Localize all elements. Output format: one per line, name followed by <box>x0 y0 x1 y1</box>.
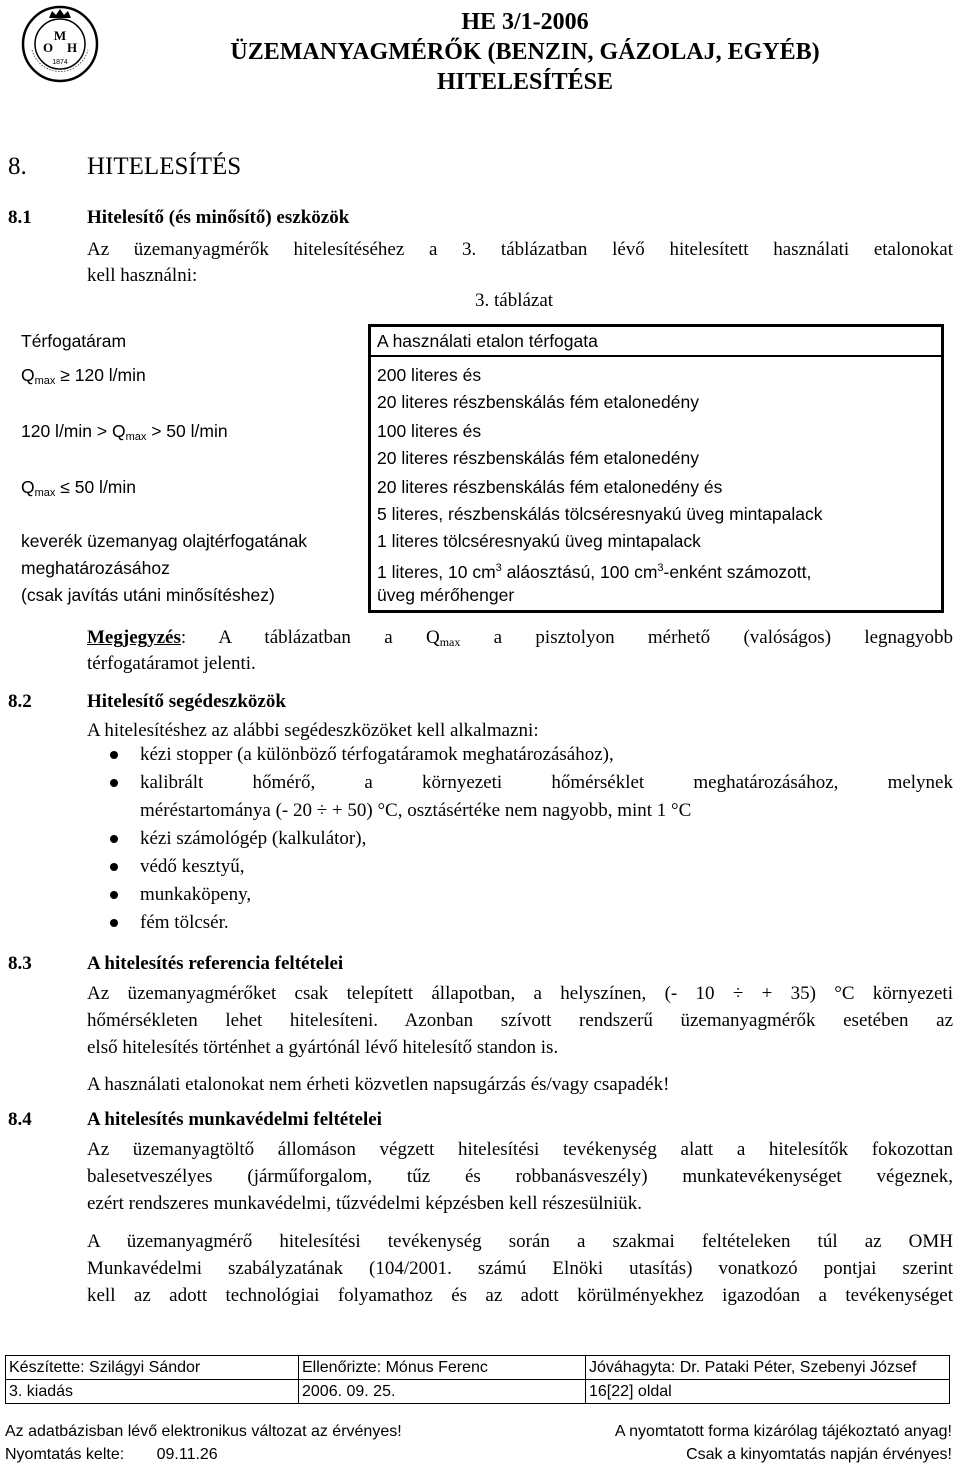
section-8-number: 8. <box>8 153 27 180</box>
list-item: fém tölcsér. <box>140 912 229 933</box>
section-8-3-p2: A használati etalonokat nem érheti közvetlen napsugárzás és/vagy csapadék! <box>87 1074 670 1095</box>
bullet-icon <box>110 751 118 759</box>
svg-text:M: M <box>53 28 67 43</box>
table-row-etalon-line2: 20 literes részbenskálás fém etalonedény <box>377 448 699 468</box>
section-8-3-p1-line3: első hitelesítés történhet a gyártónál lévő hitelesítő standon is. <box>87 1037 559 1058</box>
table-row-flow: 120 $l/\min > Q_{max} > 50$ l/min <box>21 421 228 443</box>
bullet-icon <box>110 919 118 927</box>
footer-approved: Jóváhagyta: Dr. Pataki Péter, Szebenyi József <box>586 1356 950 1380</box>
footer-approval-table <box>5 1355 950 1404</box>
table-note-line1: Megjegyzés: A táblázatban a $Q_{max}$ a pisztolyon mérhető (valóságos) legnagyobb <box>87 627 953 649</box>
svg-text:H: H <box>66 40 78 55</box>
footer-page-number: 16[22] oldal <box>586 1380 950 1404</box>
bullet-icon <box>110 863 118 871</box>
svg-text:1874: 1874 <box>52 59 68 66</box>
list-item: kézi stopper (a különböző térfogatáramok meghatározásához), <box>140 744 614 765</box>
table-row-etalon-line1: 200 literes és <box>377 365 482 385</box>
table-row-flow-line3: (csak javítás utáni minősítéshez) <box>21 585 275 605</box>
footer-note-electronic: Az adatbázisban lévő elektronikus változat az érvényes! <box>5 1423 402 1440</box>
section-8-4-p1-line1: Az üzemanyagtöltő állomáson végzett hitelesítési tevékenység alatt a hitelesítők fokozottan <box>87 1139 953 1160</box>
footer-note-validity: Csak a kinyomtatás napján érvényes! <box>686 1446 952 1463</box>
doc-code: HE 3/1-2006 <box>461 9 589 35</box>
table-row-etalon-line1: 1 literes tölcséresnyakú üveg mintapalack <box>377 531 701 551</box>
section-8-4-number: 8.4 <box>8 1109 32 1130</box>
list-item: kalibrált hőmérő, a környezeti hőmérséklet meghatározásához, melynek <box>140 772 953 793</box>
note-label: Megjegyzés <box>87 627 181 648</box>
svg-text:O: O <box>42 40 54 55</box>
section-8-1-intro-line1: Az üzemanyagmérők hitelesítéséhez a 3. táblázatban lévő hitelesített használati etalonokat <box>87 239 953 260</box>
doc-title-line1: ÜZEMANYAGMÉRŐK (BENZIN, GÁZOLAJ, EGYÉB) <box>230 39 820 65</box>
footer-prepared: Készítette: Szilágyi Sándor <box>6 1356 299 1380</box>
list-item: kézi számológép (kalkulátor), <box>140 828 367 849</box>
table-row-etalon-line2: 1 literes, 10 $cm^3$ aláosztású, 100 $cm^3$-enként számozott, <box>377 562 812 582</box>
section-8-3-title: A hitelesítés referencia feltételei <box>87 953 344 974</box>
table-row-flow-line1: keverék üzemanyag olajtérfogatának <box>21 531 308 551</box>
section-8-3-p1-line2: hőmérsékleten lehet hitelesíteni. Azonban szívott rendszerű üzemanyagmérők esetében az <box>87 1010 953 1031</box>
doc-title-line2: HITELESÍTÉSE <box>436 69 614 95</box>
table-caption: 3. táblázat <box>475 290 554 311</box>
section-8-4-p2-line3: kell az adott technológiai folyamathoz és az adott körülményekhez igazodóan a tevékenységet <box>87 1285 953 1306</box>
table-row-etalon-line2: 20 literes részbenskálás fém etalonedény <box>377 392 699 412</box>
table-row-flow-line2: meghatározásához <box>21 558 170 578</box>
table-row-etalon-line1: 20 literes részbenskálás fém etalonedény és <box>377 477 723 497</box>
footer-date: 2006. 09. 25. <box>299 1380 586 1404</box>
bullet-icon <box>110 835 118 843</box>
table-row-etalon-line2: 5 literes, részbenskálás tölcséresnyakú üveg mintapalack <box>377 504 823 524</box>
bullet-icon <box>110 891 118 899</box>
footer-edition: 3. kiadás <box>6 1380 299 1404</box>
footer-checked: Ellenőrizte: Mónus Ferenc <box>299 1356 586 1380</box>
table-note-line2: térfogatáramot jelenti. <box>87 653 256 674</box>
table-row-flow: $Q_{max} \le 50$ l/min <box>21 477 137 499</box>
section-8-title: HITELESÍTÉS <box>87 153 242 180</box>
footer-print-date <box>5 1446 218 1464</box>
omh-logo <box>20 4 100 84</box>
footer-note-printed: A nyomtatott forma kizárólag tájékoztató anyag! <box>614 1423 952 1440</box>
table-row-flow: $Q_{max} \ge 120$ l/min <box>21 365 146 387</box>
section-8-1-title: Hitelesítő (és minősítő) eszközök <box>87 207 350 228</box>
etalon-table-header-rule <box>371 355 941 357</box>
section-8-2-title: Hitelesítő segédeszközök <box>87 691 286 712</box>
section-8-2-intro: A hitelesítéshez az alábbi segédeszközöket kell alkalmazni: <box>87 720 539 741</box>
footer-print-date-label: Nyomtatás kelte: <box>5 1446 125 1463</box>
section-8-1-number: 8.1 <box>8 207 32 228</box>
list-item: védő kesztyű, <box>140 856 245 877</box>
section-8-2-number: 8.2 <box>8 691 32 712</box>
section-8-4-p1-line2: balesetveszélyes (járműforgalom, tűz és robbanásveszély) munkatevékenységet végeznek, <box>87 1166 953 1187</box>
section-8-3-number: 8.3 <box>8 953 32 974</box>
list-item: munkaköpeny, <box>140 884 252 905</box>
section-8-1-intro-line2: kell használni: <box>87 265 198 286</box>
section-8-4-p1-line3: ezért rendszeres munkavédelmi, tűzvédelmi képzésben kell részesülniük. <box>87 1193 642 1214</box>
table-row-etalon-line3: üveg mérőhenger <box>377 585 515 605</box>
list-item-continuation: méréstartománya (- 20 ÷ + 50) °C, osztásértéke nem nagyobb, mint 1 °C <box>140 800 692 821</box>
section-8-3-p1-line1: Az üzemanyagmérőket csak telepített állapotban, a helyszínen, (- 10 ÷ + 35) °C környezeti <box>87 983 953 1004</box>
table-header-flow: Térfogatáram <box>21 331 127 351</box>
bullet-icon <box>110 779 118 787</box>
section-8-4-title: A hitelesítés munkavédelmi feltételei <box>87 1109 382 1130</box>
footer-print-date-value: 09.11.26 <box>156 1446 218 1463</box>
section-8-4-p2-line2: Munkavédelmi szabályzatának (104/2001. számú Elnöki utasítás) vonatkozó pontjai szerint <box>87 1258 953 1279</box>
section-8-4-p2-line1: A üzemanyagmérő hitelesítési tevékenység során a szakmai feltételeken túl az OMH <box>87 1231 953 1252</box>
table-row-etalon-line1: 100 literes és <box>377 421 482 441</box>
table-header-etalon: A használati etalon térfogata <box>377 331 598 351</box>
